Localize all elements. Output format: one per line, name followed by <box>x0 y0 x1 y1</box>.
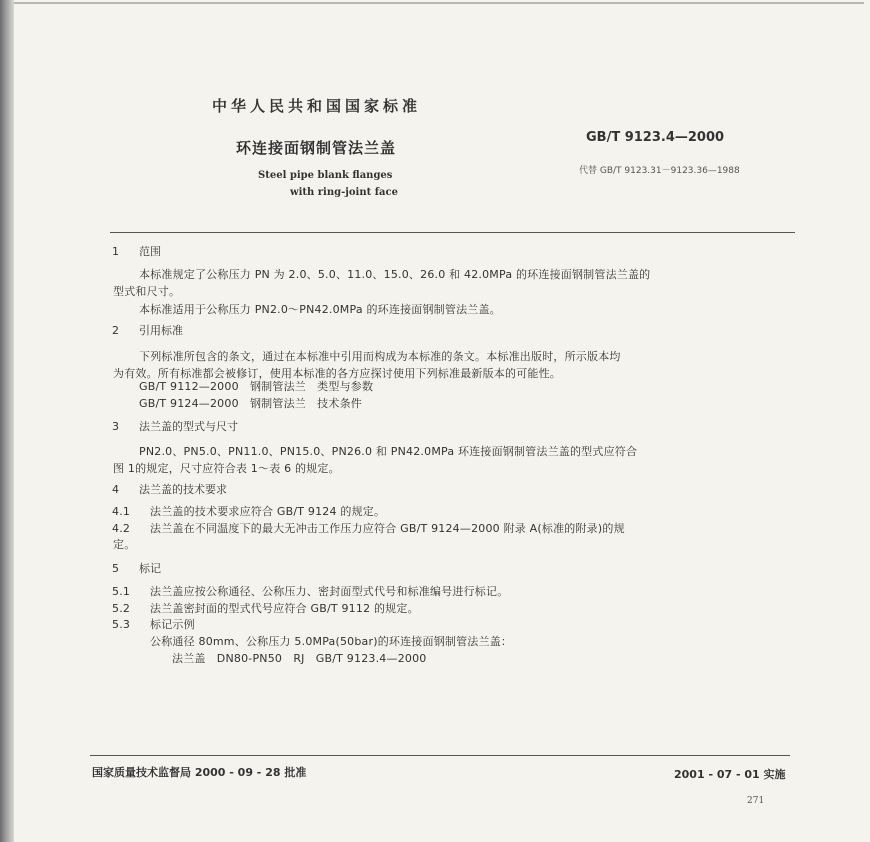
effective-date: 2001 - 07 - 01 实施 <box>674 768 786 781</box>
marking-example: 公称通径 80mm、公称压力 5.0MPa(50bar)的环连接面钢制管法兰盖： <box>150 635 513 648</box>
section-3-heading <box>112 418 238 434</box>
document-title-en-line1: Steel pipe blank flanges <box>258 170 393 181</box>
document-title-zh: 环连接面钢制管法兰盖 <box>236 139 397 157</box>
reference-item: GB/T 9124—2000 钢制管法兰 技术条件 <box>139 397 362 410</box>
clause-text-continued: 定。 <box>113 538 136 551</box>
section-number: 2 <box>112 324 119 337</box>
section-title: 法兰盖的型式与尺寸 <box>139 420 238 433</box>
clause-text: 标记示例 <box>150 618 195 631</box>
clause-text: 法兰盖在不同温度下的最大无冲击工作压力应符合 GB/T 9124—2000 附录 A(标准的附录)的规 <box>150 522 625 535</box>
clause-number: 5.2 <box>112 602 131 615</box>
clause-number: 4.2 <box>112 522 131 535</box>
marking-example-code: 法兰盖 DN80-PN50 RJ GB/T 9123.4—2000 <box>172 652 427 665</box>
clause-text: 法兰盖应按公称通径、公称压力、密封面型式代号和标准编号进行标记。 <box>150 585 509 598</box>
section-title: 标记 <box>139 562 161 575</box>
paragraph: 图 1的规定，尺寸应符合表 1～表 6 的规定。 <box>113 462 340 475</box>
paragraph: 本标准规定了公称压力 PN 为 2.0、5.0、11.0、15.0、26.0 和 42.0MPa 的环连接面钢制管法兰盖的 <box>139 268 651 281</box>
clause-5-2 <box>112 600 419 616</box>
clause-number: 5.1 <box>112 585 131 598</box>
header-divider <box>110 232 795 233</box>
paragraph: 本标准适用于公称压力 PN2.0～PN42.0MPa 的环连接面钢制管法兰盖。 <box>139 303 501 316</box>
replaces-standard: 代替 GB/T 9123.31－9123.36—1988 <box>579 166 740 176</box>
reference-item: GB/T 9112—2000 钢制管法兰 类型与参数 <box>139 380 374 393</box>
paragraph: PN2.0、PN5.0、PN11.0、PN15.0、PN26.0 和 PN42.0MPa 环连接面钢制管法兰盖的型式应符合 <box>139 445 638 458</box>
clause-text: 法兰盖密封面的型式代号应符合 GB/T 9112 的规定。 <box>150 602 419 615</box>
clause-5-1 <box>112 583 508 599</box>
section-5-heading <box>112 560 161 576</box>
clause-number: 4.1 <box>112 505 131 518</box>
paragraph: 型式和尺寸。 <box>113 285 181 298</box>
section-title: 范围 <box>139 245 161 258</box>
clause-5-3 <box>112 616 195 632</box>
clause-number: 5.3 <box>112 618 131 631</box>
section-title: 法兰盖的技术要求 <box>139 483 227 496</box>
section-number: 5 <box>112 562 119 575</box>
page-number: 271 <box>747 796 765 806</box>
section-title: 引用标准 <box>139 324 183 337</box>
footer-divider <box>90 755 790 756</box>
scan-top-line <box>14 2 864 4</box>
standard-number: GB/T 9123.4—2000 <box>586 130 725 145</box>
document-title-en-line2: with ring-joint face <box>290 187 398 198</box>
section-number: 3 <box>112 420 119 433</box>
scan-page-edge <box>0 0 14 842</box>
clause-4-2 <box>112 520 625 536</box>
clause-text: 法兰盖的技术要求应符合 GB/T 9124 的规定。 <box>150 505 386 518</box>
section-1-heading <box>112 243 161 259</box>
issued-by: 国家质量技术监督局 2000 - 09 - 28 批准 <box>92 766 307 779</box>
section-number: 4 <box>112 483 119 496</box>
section-4-heading <box>112 481 227 497</box>
org-title: 中华人民共和国国家标准 <box>212 97 422 115</box>
section-number: 1 <box>112 245 119 258</box>
paragraph: 下列标准所包含的条文，通过在本标准中引用而构成为本标准的条文。本标准出版时，所示版本均 <box>139 350 621 363</box>
section-2-heading <box>112 322 183 338</box>
paragraph: 为有效。所有标准都会被修订，使用本标准的各方应探讨使用下列标准最新版本的可能性。 <box>113 367 561 380</box>
clause-4-1 <box>112 503 385 519</box>
